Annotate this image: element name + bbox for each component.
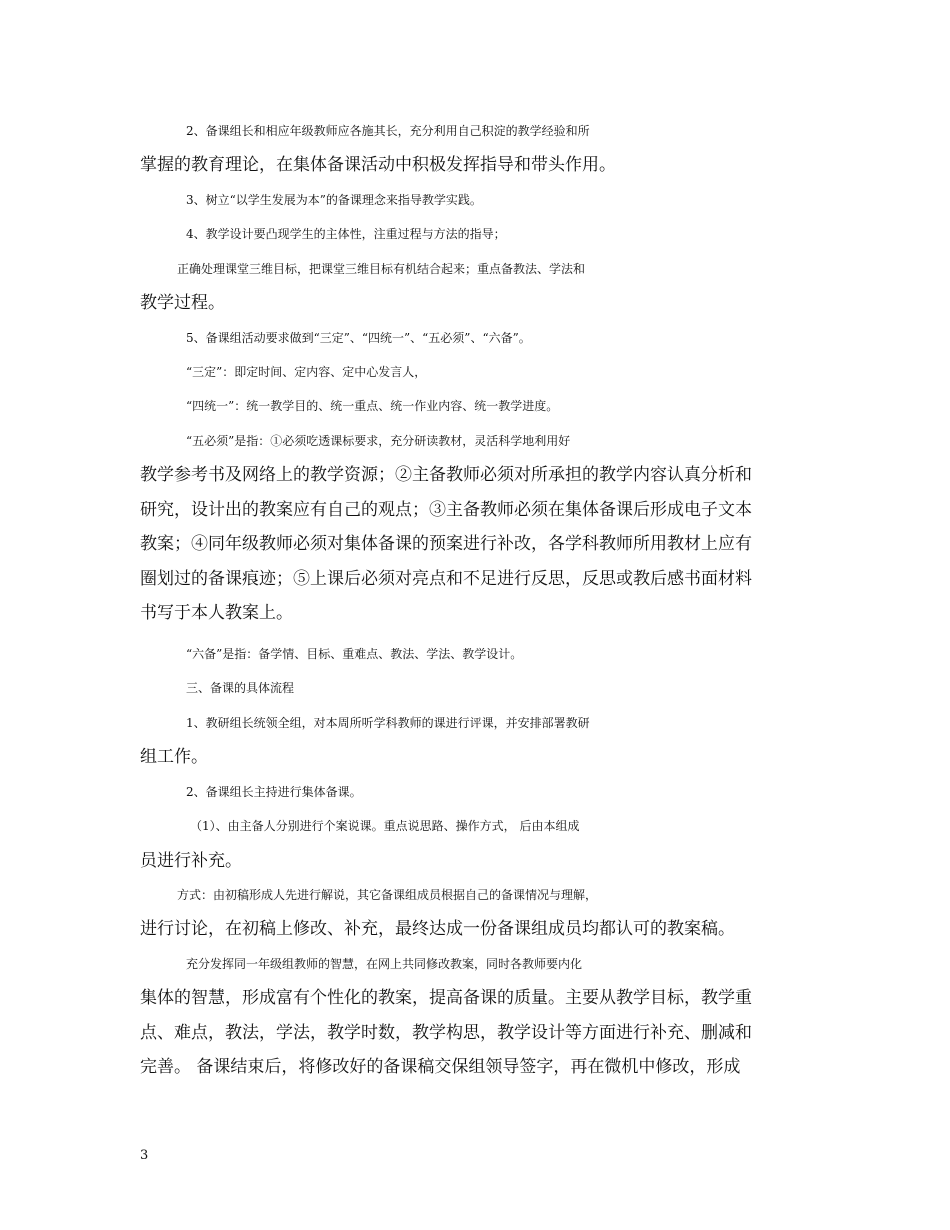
paragraph-line: 组工作。 <box>140 747 208 767</box>
paragraph-line: 完善。 备课结束后，将修改好的备课稿交保组领导签字，再在微机中修改，形成 <box>140 1057 741 1077</box>
paragraph-line: 进行讨论，在初稿上修改、补充，最终达成一份备课组成员均都认可的教案稿。 <box>140 919 735 939</box>
paragraph-line: 教学过程。 <box>140 293 225 313</box>
paragraph-line: 教案；④同年级教师必须对集体备课的预案进行补改，各学科教师所用教材上应有 <box>140 534 752 554</box>
paragraph-line: 方式：由初稿形成人先进行解说，其它备课组成员根据自己的备课情况与理解， <box>177 888 598 902</box>
paragraph-line: 3、树立“以学生发展为本”的备课理念来指导教学实践。 <box>186 193 482 207</box>
page-number: 3 <box>140 1148 149 1163</box>
paragraph-line: 1、教研组长统领全组，对本周所听学科教师的课进行评课，并安排部署教研 <box>186 716 590 730</box>
paragraph-line: 5、备课组活动要求做到“三定”、“四统一”、“五必须”、“六备”。 <box>186 331 531 345</box>
paragraph-line: 2、备课组长主持进行集体备课。 <box>186 785 362 799</box>
paragraph-line: 正确处理课堂三维目标，把课堂三维目标有机结合起来；重点备教法、学法和 <box>177 262 586 276</box>
paragraph-line: 圈划过的备课痕迹；⑤上课后必须对亮点和不足进行反思，反思或教后感书面材料 <box>140 569 752 589</box>
paragraph-line: 员进行补充。 <box>140 851 242 871</box>
paragraph-line: “六备”是指：备学情、目标、重难点、教法、学法、教学设计。 <box>186 647 523 661</box>
paragraph-line: 充分发挥同一年级组教师的智慧，在网上共同修改教案，同时各教师要内化 <box>186 957 583 971</box>
paragraph-line: （1）、由主备人分别进行个案说课。重点说思路、操作方式， 后由本组成 <box>190 819 580 833</box>
paragraph-line: “五必须”是指：①必须吃透课标要求，充分研读教材，灵活科学地利用好 <box>186 434 571 448</box>
paragraph-line: 教学参考书及网络上的教学资源；②主备教师必须对所承担的教学内容认真分析和 <box>140 465 752 485</box>
paragraph-line: 2、备课组长和相应年级教师应各施其长，充分利用自己积淀的教学经验和所 <box>186 124 590 138</box>
paragraph-line: 掌握的教育理论，在集体备课活动中积极发挥指导和带头作用。 <box>140 155 616 175</box>
paragraph-line: “三定”：即定时间、定内容、定中心发言人， <box>186 365 427 379</box>
paragraph-line: 点、难点，教法，学法，教学时数，教学构思，教学设计等方面进行补充、删减和 <box>140 1023 752 1043</box>
paragraph-line: 研究，设计出的教案应有自己的观点；③主备教师必须在集体备课后形成电子文本 <box>140 500 752 520</box>
paragraph-line: 集体的智慧，形成富有个性化的教案，提高备课的质量。主要从教学目标，教学重 <box>140 988 752 1008</box>
paragraph-line: 书写于本人教案上。 <box>140 603 293 623</box>
section-heading: 三、备课的具体流程 <box>186 681 295 695</box>
paragraph-line: “四统一”：统一教学目的、统一重点、统一作业内容、统一教学进度。 <box>186 399 559 413</box>
paragraph-line: 4、教学设计要凸现学生的主体性，注重过程与方法的指导； <box>186 227 506 241</box>
